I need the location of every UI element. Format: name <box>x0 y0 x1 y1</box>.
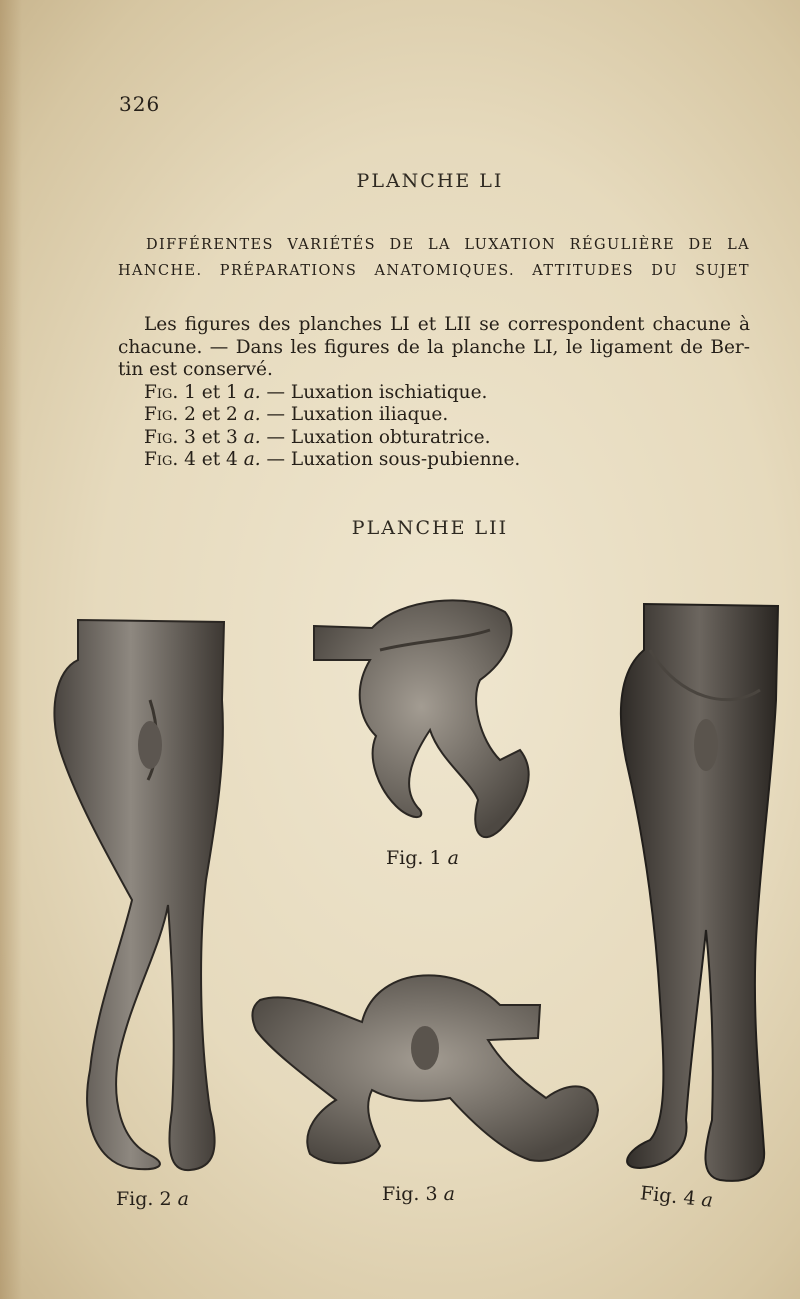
figure-description: — Luxation iliaque. <box>266 404 449 425</box>
body-line: tin est conservé. <box>118 359 273 380</box>
subtitle-line: DIFFÉRENTES VARIÉTÉS DE LA LUXATION RÉGULIÈRE DE LA <box>146 237 750 253</box>
figure-description: — Luxation ischiatique. <box>266 381 488 403</box>
figure-2a-illustration <box>54 620 224 1170</box>
figure-description: — Luxation obturatrice. <box>266 426 491 448</box>
figure-suffix: a. <box>243 381 261 403</box>
caption-label: Fig. 4 <box>639 1182 697 1210</box>
figure-suffix: a. <box>243 404 261 425</box>
body-line: chacune. — Dans les figures de la planche LI, le ligament de Ber- <box>118 336 750 358</box>
figure-ref: 2 et 2 <box>184 404 238 425</box>
caption-suffix: a <box>177 1188 189 1210</box>
figure-1a-illustration <box>314 600 529 837</box>
caption-suffix: a <box>700 1188 714 1212</box>
plate2-title: PLANCHE LII <box>351 517 509 539</box>
caption-label: Fig. 3 <box>382 1183 438 1205</box>
plate-title: PLANCHE LI <box>356 170 504 192</box>
figure-ref: 1 et 1 <box>184 381 238 403</box>
figure-description: — Luxation sous-pubienne. <box>266 449 521 470</box>
subtitle-line: HANCHE. PRÉPARATIONS ANATOMIQUES. ATTITUDES DU SUJET <box>118 263 750 279</box>
body-line: Les figures des planches LI et LII se correspondent chacune à <box>144 314 750 335</box>
figure-label: Fig. <box>144 381 179 403</box>
figure-suffix: a. <box>243 426 261 448</box>
figure-label: Fig. <box>144 449 179 470</box>
figure-ref: 3 et 3 <box>184 426 238 448</box>
caption-suffix: a <box>447 847 459 869</box>
caption-label: Fig. 1 <box>386 847 442 869</box>
figure-2a-caption <box>116 1188 189 1210</box>
figure-1a-caption <box>386 847 459 869</box>
figure-ref: 4 et 4 <box>184 449 238 470</box>
figure-3a-caption <box>382 1183 455 1205</box>
figure-label: Fig. <box>144 426 179 448</box>
figure-3a-illustration <box>253 975 598 1163</box>
caption-label: Fig. 2 <box>116 1188 172 1210</box>
figure-suffix: a. <box>243 449 261 470</box>
caption-suffix: a <box>443 1183 455 1205</box>
figure-4a-illustration <box>621 604 778 1181</box>
figure-label: Fig. <box>144 404 179 425</box>
page-number: 326 <box>119 92 161 116</box>
